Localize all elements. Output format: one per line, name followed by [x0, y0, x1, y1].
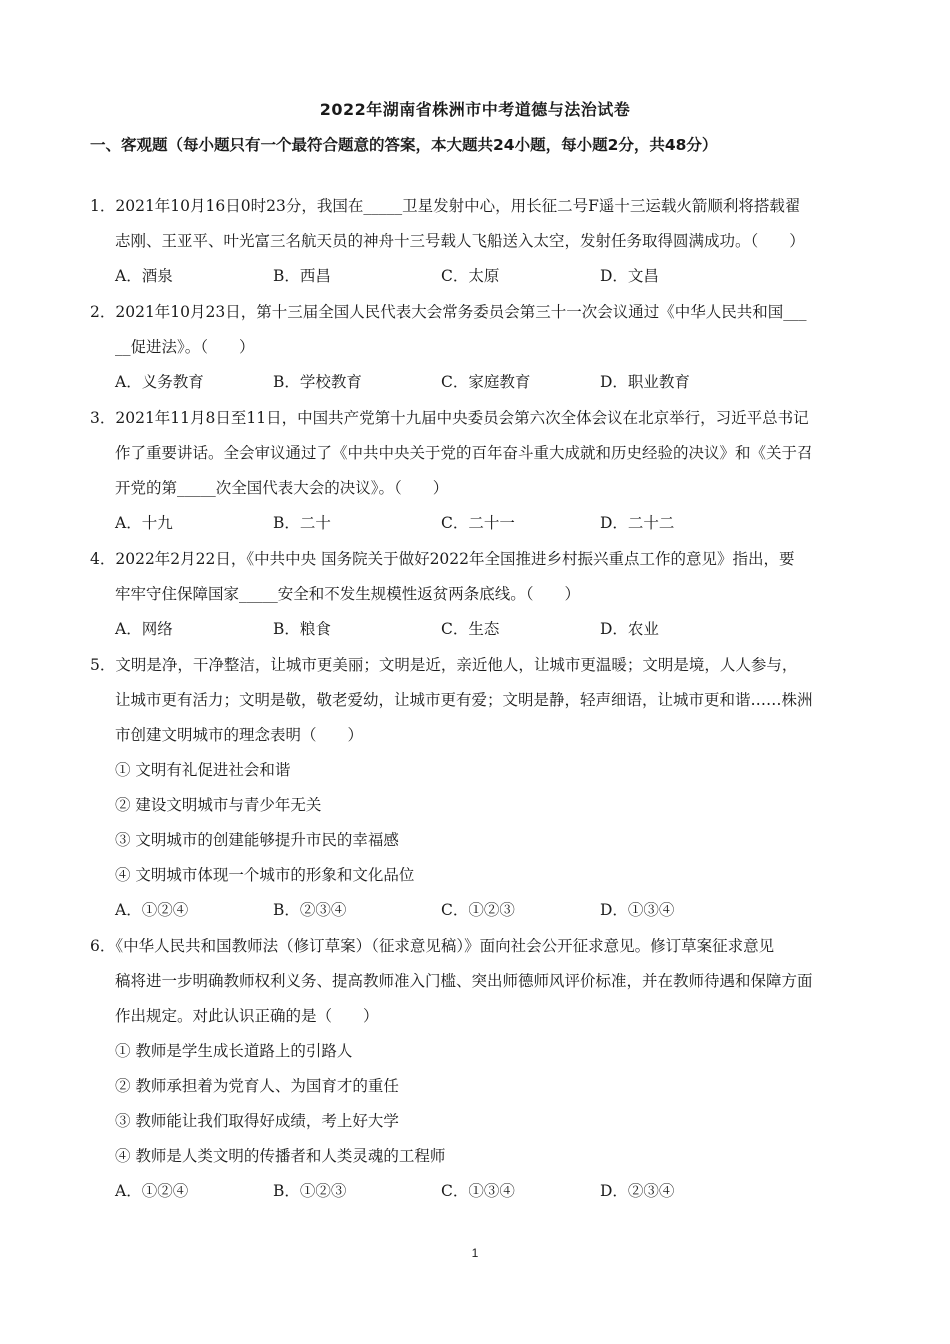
option-a: A．①②④ — [115, 901, 189, 919]
question-line: 市创建文明城市的理念表明（ ） — [115, 726, 364, 744]
statement-item: ③ 文明城市的创建能够提升市民的幸福感 — [115, 831, 399, 849]
option-c: C．①③④ — [441, 1182, 515, 1200]
option-b: B．西昌 — [273, 267, 331, 285]
question-line: 1．2021年10月16日0时23分，我国在_____卫星发射中心，用长征二号F遥十三运载火箭顺利将搭载翟 — [90, 197, 801, 215]
question-line: 牢牢守住保障国家_____安全和不发生规模性返贫两条底线。（ ） — [115, 585, 581, 603]
section-heading: 一、客观题（每小题只有一个最符合题意的答案，本大题共24小题，每小题2分，共48分） — [90, 136, 718, 154]
question-line: 作出规定。对此认识正确的是（ ） — [115, 1007, 379, 1025]
statement-item: ① 文明有礼促进社会和谐 — [115, 761, 291, 779]
option-b: B．粮食 — [273, 620, 331, 638]
option-d: D．职业教育 — [600, 373, 690, 391]
question-line: 志刚、王亚平、叶光富三名航天员的神舟十三号载人飞船送入太空，发射任务取得圆满成功。（ ） — [115, 232, 805, 250]
question-line: __促进法》。（ ） — [115, 338, 255, 356]
page-title: 2022年湖南省株洲市中考道德与法治试卷 — [319, 100, 631, 119]
option-b: B．二十 — [273, 514, 331, 532]
option-a: A．酒泉 — [115, 267, 173, 285]
question-line: 6．《中华人民共和国教师法（修订草案）（征求意见稿）》面向社会公开征求意见。修订草案征求意见 — [90, 937, 775, 955]
question-line: 作了重要讲话。全会审议通过了《中共中央关于党的百年奋斗重大成就和历史经验的决议》和《关于召 — [115, 444, 813, 462]
option-d: D．文昌 — [600, 267, 659, 285]
statement-item: ④ 文明城市体现一个城市的形象和文化品位 — [115, 866, 415, 884]
option-b: B．①②③ — [273, 1182, 347, 1200]
question-line: 3．2021年11月8日至11日，中国共产党第十九届中央委员会第六次全体会议在北京举行，习近平总书记 — [90, 409, 809, 427]
statement-item: ② 教师承担着为党育人、为国育才的重任 — [115, 1077, 399, 1095]
page-number: 1 — [471, 1246, 479, 1260]
option-a: A．十九 — [115, 514, 173, 532]
statement-item: ④ 教师是人类文明的传播者和人类灵魂的工程师 — [115, 1147, 446, 1165]
option-d: D．①③④ — [600, 901, 675, 919]
option-a: A．义务教育 — [115, 373, 204, 391]
question-line: 4．2022年2月22日，《中共中央 国务院关于做好2022年全国推进乡村振兴重点工作的意见》指出，要 — [90, 550, 795, 568]
question-line: 稿将进一步明确教师权利义务、提高教师准入门槛、突出师德师风评价标准，并在教师待遇和保障方面 — [115, 972, 813, 990]
option-c: C．生态 — [441, 620, 500, 638]
statement-item: ① 教师是学生成长道路上的引路人 — [115, 1042, 353, 1060]
statement-item: ③ 教师能让我们取得好成绩，考上好大学 — [115, 1112, 399, 1130]
question-line: 让城市更有活力；文明是敬，敬老爱幼，让城市更有爱；文明是静，轻声细语，让城市更和谐……株洲 — [115, 691, 813, 709]
statement-item: ② 建设文明城市与青少年无关 — [115, 796, 322, 814]
option-c: C．①②③ — [441, 901, 515, 919]
option-b: B．学校教育 — [273, 373, 362, 391]
option-d: D．②③④ — [600, 1182, 675, 1200]
option-d: D．农业 — [600, 620, 659, 638]
option-a: A．①②④ — [115, 1182, 189, 1200]
question-line: 2．2021年10月23日，第十三届全国人民代表大会常务委员会第三十一次会议通过《中华人民共和国___ — [90, 303, 807, 321]
option-c: C．家庭教育 — [441, 373, 531, 391]
question-line: 开党的第_____次全国代表大会的决议》。（ ） — [115, 479, 449, 497]
option-d: D．二十二 — [600, 514, 675, 532]
option-c: C．太原 — [441, 267, 500, 285]
option-b: B．②③④ — [273, 901, 347, 919]
option-c: C．二十一 — [441, 514, 515, 532]
option-a: A．网络 — [115, 620, 173, 638]
question-line: 5．文明是净，干净整洁，让城市更美丽；文明是近，亲近他人，让城市更温暖；文明是境，人人参与， — [90, 656, 798, 674]
